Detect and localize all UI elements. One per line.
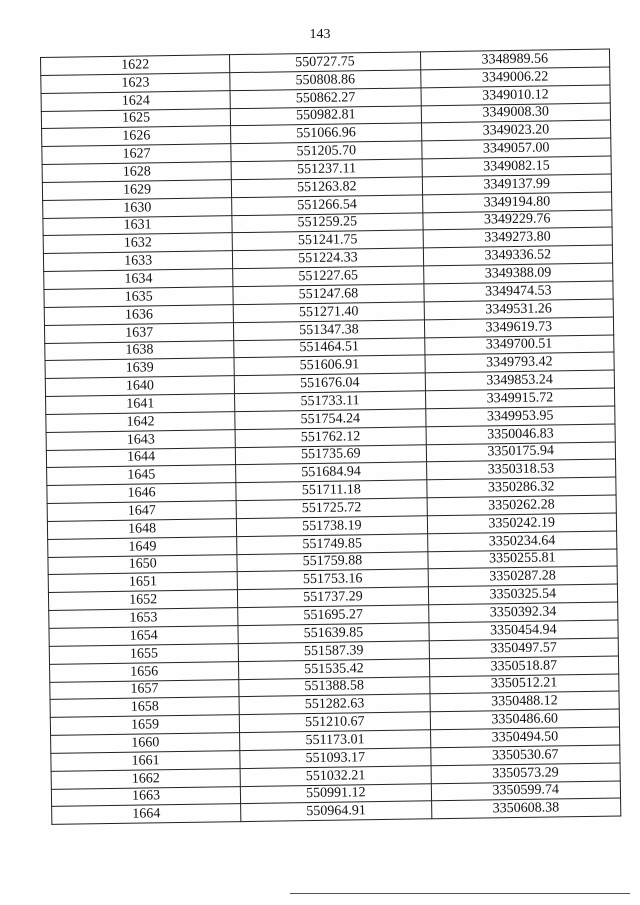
- y-coordinate-cell: 3350494.50: [430, 727, 620, 748]
- point-number-cell: 1625: [41, 108, 230, 129]
- y-coordinate-cell: 3350599.74: [431, 781, 621, 802]
- y-coordinate-cell: 3349853.24: [425, 370, 615, 391]
- point-number-cell: 1656: [50, 661, 239, 682]
- x-coordinate-cell: 551606.91: [234, 355, 425, 376]
- x-coordinate-cell: 551247.68: [233, 284, 424, 305]
- y-coordinate-cell: 3349006.22: [420, 67, 610, 88]
- x-coordinate-cell: 551227.65: [233, 266, 424, 287]
- y-coordinate-cell: 3350255.81: [427, 549, 617, 570]
- y-coordinate-cell: 3349700.51: [424, 335, 614, 356]
- point-number-cell: 1662: [51, 768, 240, 789]
- y-coordinate-cell: 3350046.83: [426, 424, 616, 445]
- y-coordinate-cell: 3350530.67: [430, 745, 620, 766]
- x-coordinate-cell: 551725.72: [236, 498, 427, 519]
- x-coordinate-cell: 551535.42: [239, 658, 430, 679]
- y-coordinate-cell: 3350392.34: [428, 602, 618, 623]
- x-coordinate-cell: 551749.85: [237, 534, 428, 555]
- y-coordinate-cell: 3348989.56: [420, 49, 610, 70]
- y-coordinate-cell: 3350287.28: [428, 566, 618, 587]
- point-number-cell: 1637: [44, 322, 233, 343]
- point-number-cell: 1655: [49, 643, 238, 664]
- y-coordinate-cell: 3350573.29: [431, 763, 621, 784]
- point-number-cell: 1646: [47, 483, 236, 504]
- x-coordinate-cell: 551032.21: [240, 766, 431, 787]
- point-number-cell: 1626: [42, 126, 231, 147]
- y-coordinate-cell: 3349336.52: [423, 245, 613, 266]
- x-coordinate-cell: 551066.96: [231, 123, 422, 144]
- y-coordinate-cell: 3350175.94: [426, 442, 616, 463]
- y-coordinate-cell: 3350488.12: [430, 691, 620, 712]
- point-number-cell: 1664: [52, 804, 241, 825]
- point-number-cell: 1623: [41, 73, 230, 94]
- y-coordinate-cell: 3349008.30: [421, 103, 611, 124]
- x-coordinate-cell: 551263.82: [232, 177, 423, 198]
- point-number-cell: 1627: [42, 144, 231, 165]
- point-number-cell: 1622: [41, 55, 230, 76]
- point-number-cell: 1660: [51, 733, 240, 754]
- y-coordinate-cell: 3350262.28: [427, 495, 617, 516]
- y-coordinate-cell: 3350286.32: [426, 477, 616, 498]
- y-coordinate-cell: 3349057.00: [421, 138, 611, 159]
- page-number: 143: [309, 27, 331, 42]
- x-coordinate-cell: 551237.11: [231, 159, 422, 180]
- point-number-cell: 1657: [50, 679, 239, 700]
- point-number-cell: 1641: [46, 394, 235, 415]
- x-coordinate-cell: 551711.18: [236, 480, 427, 501]
- point-number-cell: 1650: [48, 554, 237, 575]
- x-coordinate-cell: 551676.04: [234, 373, 425, 394]
- coordinate-table-body: [41, 49, 621, 825]
- point-number-cell: 1653: [49, 608, 238, 629]
- point-number-cell: 1635: [44, 287, 233, 308]
- x-coordinate-cell: 550808.86: [230, 70, 421, 91]
- x-coordinate-cell: 551266.54: [232, 195, 423, 216]
- x-coordinate-cell: 551259.25: [232, 212, 423, 233]
- x-coordinate-cell: 551684.94: [236, 462, 427, 483]
- point-number-cell: 1633: [43, 251, 232, 272]
- x-coordinate-cell: 551733.11: [235, 391, 426, 412]
- x-coordinate-cell: 551737.29: [238, 587, 429, 608]
- point-number-cell: 1654: [49, 626, 238, 647]
- y-coordinate-cell: 3350234.64: [427, 531, 617, 552]
- x-coordinate-cell: 551173.01: [240, 730, 431, 751]
- x-coordinate-cell: 551759.88: [237, 551, 428, 572]
- y-coordinate-cell: 3349229.76: [422, 210, 612, 231]
- y-coordinate-cell: 3350325.54: [428, 584, 618, 605]
- x-coordinate-cell: 550982.81: [230, 105, 421, 126]
- point-number-cell: 1659: [50, 715, 239, 736]
- point-number-cell: 1643: [46, 429, 235, 450]
- point-number-cell: 1645: [47, 465, 236, 486]
- y-coordinate-cell: 3349619.73: [424, 317, 614, 338]
- y-coordinate-cell: 3349793.42: [425, 352, 615, 373]
- point-number-cell: 1636: [44, 304, 233, 325]
- y-coordinate-cell: 3349137.99: [422, 174, 612, 195]
- point-number-cell: 1624: [41, 90, 230, 111]
- x-coordinate-cell: 551210.67: [239, 712, 430, 733]
- x-coordinate-cell: 550727.75: [230, 52, 421, 73]
- x-coordinate-cell: 551464.51: [234, 337, 425, 358]
- coordinate-table: [40, 49, 621, 826]
- x-coordinate-cell: 551639.85: [238, 623, 429, 644]
- point-number-cell: 1663: [51, 786, 240, 807]
- y-coordinate-cell: 3349010.12: [421, 85, 611, 106]
- y-coordinate-cell: 3350454.94: [429, 620, 619, 641]
- x-coordinate-cell: 551738.19: [237, 516, 428, 537]
- y-coordinate-cell: 3349915.72: [425, 388, 615, 409]
- point-number-cell: 1651: [48, 572, 237, 593]
- y-coordinate-cell: 3350242.19: [427, 513, 617, 534]
- point-number-cell: 1638: [45, 340, 234, 361]
- point-number-cell: 1652: [48, 590, 237, 611]
- y-coordinate-cell: 3349953.95: [425, 406, 615, 427]
- point-number-cell: 1632: [43, 233, 232, 254]
- point-number-cell: 1634: [44, 269, 233, 290]
- point-number-cell: 1658: [50, 697, 239, 718]
- x-coordinate-cell: 551093.17: [240, 748, 431, 769]
- x-coordinate-cell: 551762.12: [235, 427, 426, 448]
- y-coordinate-cell: 3350486.60: [430, 709, 620, 730]
- y-coordinate-cell: 3349273.80: [423, 227, 613, 248]
- point-number-cell: 1649: [48, 536, 237, 557]
- point-number-cell: 1648: [47, 519, 236, 540]
- footer-rule: [290, 893, 630, 894]
- x-coordinate-cell: 551347.38: [234, 319, 425, 340]
- y-coordinate-cell: 3350608.38: [431, 798, 621, 819]
- point-number-cell: 1631: [43, 215, 232, 236]
- x-coordinate-cell: 550964.91: [241, 801, 432, 822]
- x-coordinate-cell: 551754.24: [235, 409, 426, 430]
- x-coordinate-cell: 551241.75: [232, 230, 423, 251]
- x-coordinate-cell: 551735.69: [236, 444, 427, 465]
- y-coordinate-cell: 3349194.80: [422, 192, 612, 213]
- x-coordinate-cell: 551753.16: [237, 569, 428, 590]
- x-coordinate-cell: 551224.33: [233, 248, 424, 269]
- point-number-cell: 1640: [45, 376, 234, 397]
- y-coordinate-cell: 3349531.26: [424, 299, 614, 320]
- x-coordinate-cell: 551587.39: [238, 641, 429, 662]
- point-number-cell: 1642: [46, 412, 235, 433]
- point-number-cell: 1647: [47, 501, 236, 522]
- x-coordinate-cell: 551695.27: [238, 605, 429, 626]
- y-coordinate-cell: 3350497.57: [429, 638, 619, 659]
- x-coordinate-cell: 550862.27: [230, 88, 421, 109]
- y-coordinate-cell: 3350518.87: [429, 656, 619, 677]
- x-coordinate-cell: 551271.40: [233, 302, 424, 323]
- point-number-cell: 1661: [51, 751, 240, 772]
- y-coordinate-cell: 3349474.53: [423, 281, 613, 302]
- y-coordinate-cell: 3350318.53: [426, 459, 616, 480]
- x-coordinate-cell: 551282.63: [239, 694, 430, 715]
- y-coordinate-cell: 3349023.20: [421, 120, 611, 141]
- point-number-cell: 1628: [42, 162, 231, 183]
- y-coordinate-cell: 3349082.15: [422, 156, 612, 177]
- x-coordinate-cell: 550991.12: [241, 783, 432, 804]
- point-number-cell: 1639: [45, 358, 234, 379]
- x-coordinate-cell: 551205.70: [231, 141, 422, 162]
- x-coordinate-cell: 551388.58: [239, 676, 430, 697]
- point-number-cell: 1629: [42, 180, 231, 201]
- y-coordinate-cell: 3349388.09: [423, 263, 613, 284]
- point-number-cell: 1644: [46, 447, 235, 468]
- y-coordinate-cell: 3350512.21: [429, 674, 619, 695]
- point-number-cell: 1630: [43, 197, 232, 218]
